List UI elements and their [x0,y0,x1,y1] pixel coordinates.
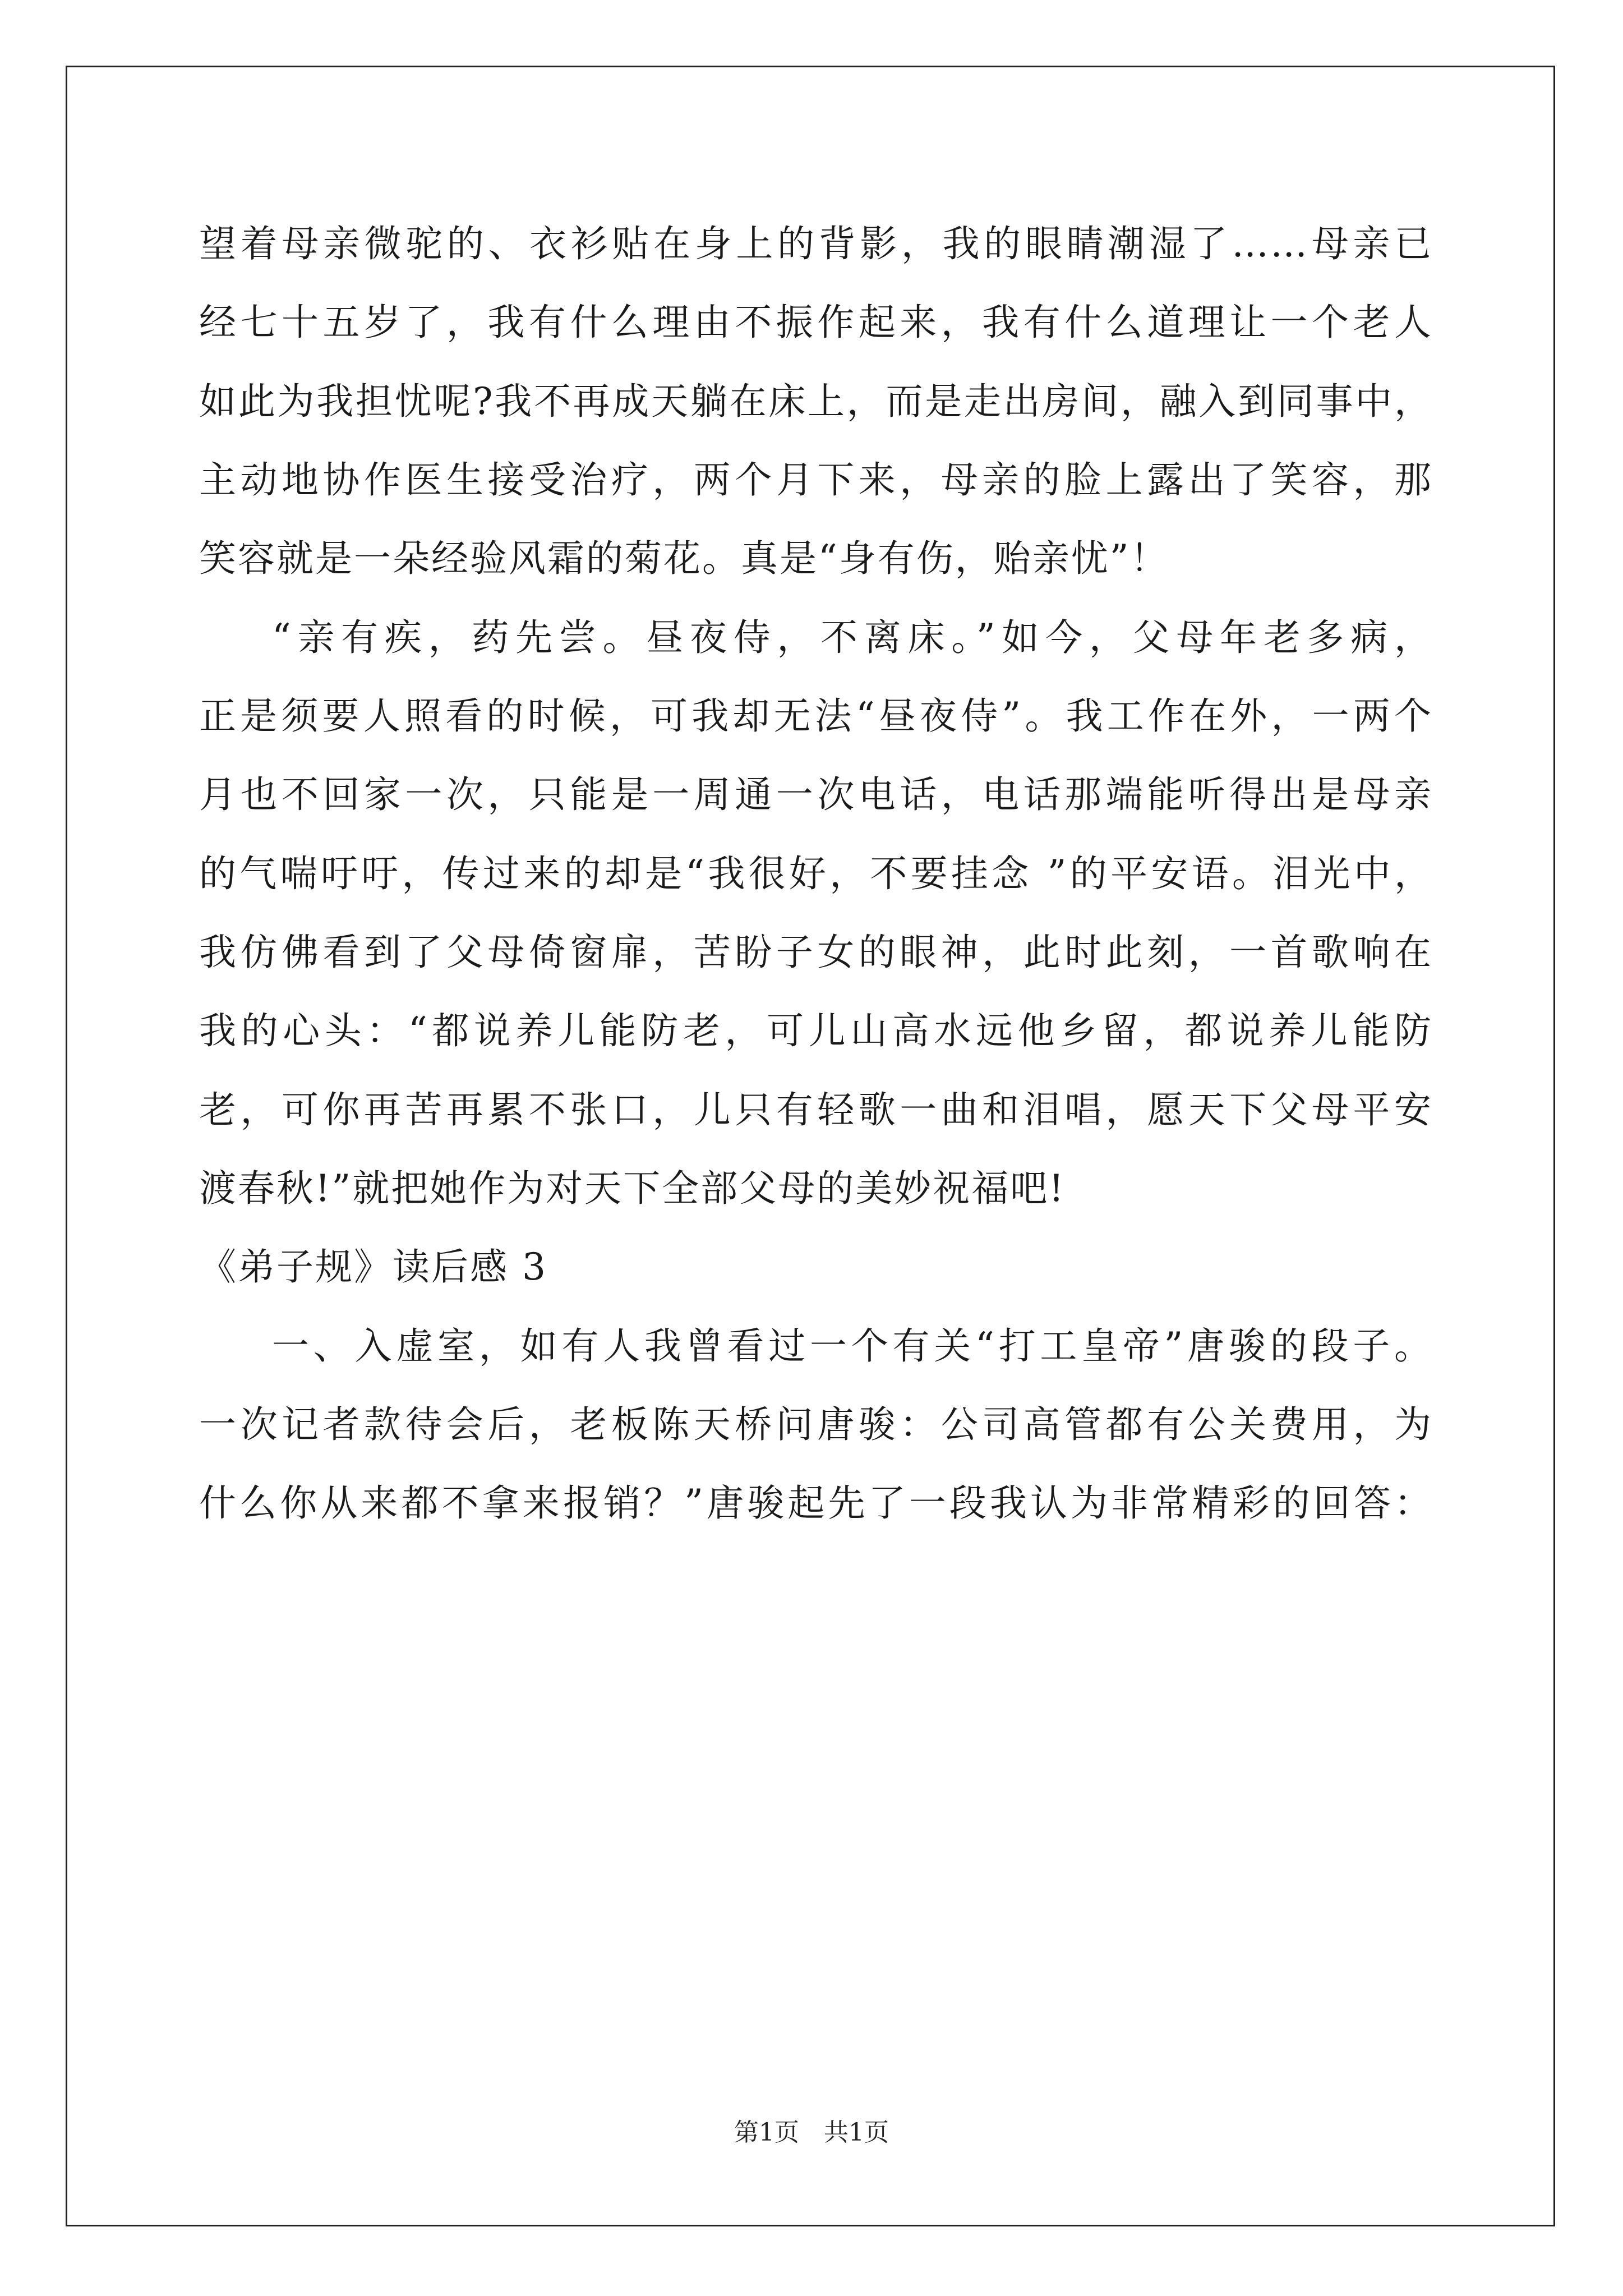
text-line: 正是须要人照看的时候，可我却无法“昼夜侍”。我工作在外，一两个 [199,694,1433,738]
text-line: 如此为我担忧呢?我不再成天躺在床上，而是走出房间，融入到同事中， [199,380,1433,423]
paragraph-first-line: “亲有疾，药先尝。昼夜侍，不离床。”如今，父母年老多病， [272,616,1433,659]
text-line: 经七十五岁了，我有什么理由不振作起来，我有什么道理让一个老人 [199,301,1433,344]
text-line: 笑容就是一朵经验风霜的菊花。真是“身有伤，贻亲忧”！ [199,537,1169,580]
page-number-footer: 第1页 共1页 [734,2118,889,2147]
text-line: 我的心头：“都说养儿能防老，可儿山高水远他乡留，都说养儿能防 [199,1009,1433,1052]
text-line: 望着母亲微驼的、衣衫贴在身上的背影，我的眼睛潮湿了……母亲已 [199,222,1433,265]
text-line: 一次记者款待会后，老板陈天桥问唐骏：公司高管都有公关费用，为 [199,1403,1433,1446]
text-line: 主动地协作医生接受治疗，两个月下来，母亲的脸上露出了笑容，那 [199,458,1433,501]
text-line: 月也不回家一次，只能是一周通一次电话，电话那端能听得出是母亲 [199,773,1433,816]
text-line: 的气喘吁吁，传过来的却是“我很好，不要挂念 ”的平安语。泪光中， [199,852,1433,895]
text-line: 老，可你再苦再累不张口，儿只有轻歌一曲和泪唱，愿天下父母平安 [199,1088,1433,1131]
text-line: 我仿佛看到了父母倚窗扉，苦盼子女的眼神，此时此刻，一首歌响在 [199,931,1433,974]
text-line: 什么你从来都不拿来报销？”唐骏起先了一段我认为非常精彩的回答： [199,1481,1433,1525]
section-heading: 《弟子规》读后感 3 [199,1245,547,1289]
text-line: 渡春秋!”就把她作为对天下全部父母的美妙祝福吧! [199,1167,1066,1210]
paragraph-first-line: 一、入虚室，如有人我曾看过一个有关“打工皇帝”唐骏的段子。 [272,1324,1433,1368]
